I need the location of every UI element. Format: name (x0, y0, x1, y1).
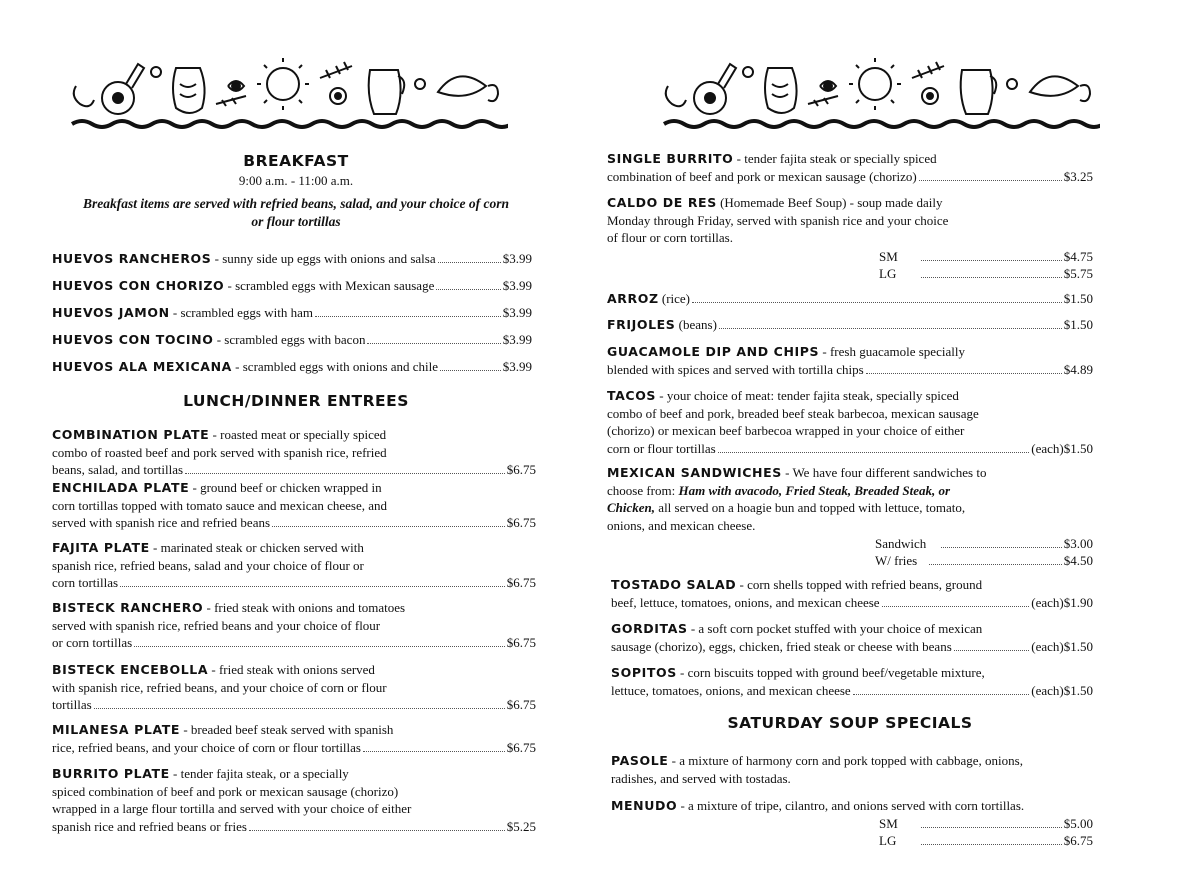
item-price: $3.25 (1063, 168, 1093, 184)
item-price: $6.75 (506, 635, 536, 650)
menu-item-milanesa-plate: MILANESA PLATE - breaded beef steak served with spanish rice, refried beans, and your choice of corn or flour tortillas $6.75 (52, 722, 536, 755)
item-price: $6.75 (506, 575, 536, 590)
item-price: $5.25 (506, 818, 536, 834)
item-price: $1.50 (1063, 317, 1093, 332)
item-price: $5.75 (1063, 265, 1093, 281)
breakfast-title: BREAKFAST (243, 152, 349, 170)
menu-item-huevos-rancheros: HUEVOS RANCHEROS - sunny side up eggs with onions and salsa $3.99 (52, 251, 532, 266)
item-price: $4.75 (1063, 248, 1093, 264)
item-price: $1.50 (1063, 291, 1093, 306)
menu-item-arroz: ARROZ (rice) $1.50 (607, 291, 1093, 306)
menu-item-huevos-con-chorizo: HUEVOS CON CHORIZO - scrambled eggs with Mexican sausage $3.99 (52, 278, 532, 293)
item-price: (each)$1.50 (1031, 638, 1093, 654)
item-price: $5.00 (1063, 815, 1093, 831)
jar-icon (173, 68, 205, 113)
menu-item-bisteck-ranchero: BISTECK RANCHERO - fried steak with onions and tomatoes served with spanish rice, refried beans and your choice of flour or corn tortillas $6.75 (52, 600, 536, 650)
size-option: Sandwich $3.00 (875, 536, 1093, 551)
leaf-branch-icon (320, 62, 352, 78)
breakfast-items (52, 250, 532, 385)
menu-item-tostado-salad: TOSTADO SALAD - corn shells topped with refried beans, ground beef, lettuce, tomatoes, onions, and mexican cheese (each)$1.90 (611, 577, 1093, 610)
size-option: SM $5.00 (879, 815, 1093, 831)
entrees-title: LUNCH/DINNER ENTREES (183, 392, 409, 410)
menu-item-sopitos: SOPITOS - corn biscuits topped with ground beef/vegetable mixture, lettuce, tomatoes, onions, and mexican cheese (each)$1.50 (611, 665, 1093, 698)
item-price: $6.75 (506, 462, 536, 477)
sun-face-icon (859, 68, 891, 100)
item-price: $4.50 (1063, 553, 1093, 568)
size-option: LG $5.75 (879, 265, 1093, 281)
sun-small-icon (743, 67, 753, 77)
sun-small-icon (151, 67, 161, 77)
item-price: $6.75 (506, 515, 536, 530)
menu-item-menudo: MENUDO - a mixture of tripe, cilantro, and onions served with corn tortillas. SM $5.00 LG $6.75 (611, 798, 1093, 848)
menu-item-caldo-de-res: CALDO DE RES (Homemade Beef Soup) - soup made daily Monday through Friday, served with spanish rice and your choice of flour or corn tortillas. SM $4.75 LG $5.75 (607, 195, 1093, 281)
item-price: $3.99 (502, 251, 532, 266)
sun-face-icon (267, 68, 299, 100)
item-price: (each)$1.50 (1031, 682, 1093, 698)
menu-item-frijoles: FRIJOLES (beans) $1.50 (607, 317, 1093, 332)
sombrero-icon (1030, 76, 1078, 96)
menu-item-mexican-sandwiches: MEXICAN SANDWICHES - We have four different sandwiches to choose from: Ham with avacodo, Fried Steak, Breaded Steak, or Chicken, all served on a hoagie bun and topped with lettuce, tomato, onions, and mexican cheese. Sandwich $3.00 W/ fries $4.50 (607, 465, 1093, 568)
decorative-banner-right (660, 56, 1100, 134)
menu-item-combination-plate: COMBINATION PLATE - roasted meat or specially spiced combo of roasted beef and pork served with spanish rice, refried beans, salad, and tortillas $6.75 (52, 427, 536, 477)
menu-item-single-burrito: SINGLE BURRITO - tender fajita steak or specially spiced combination of beef and pork or mexican sausage (chorizo) $3.25 (607, 151, 1093, 184)
sun-small-icon-2 (415, 79, 425, 89)
breakfast-note-line2: or flour tortillas (251, 214, 341, 229)
leaf-branch-icon (912, 62, 944, 78)
breakfast-section (52, 152, 540, 231)
menu-item-fajita-plate: FAJITA PLATE - marinated steak or chicken served with spanish rice, refried beans, salad and your choice of flour or corn tortillas $6.75 (52, 540, 536, 590)
size-option: SM $4.75 (879, 248, 1093, 264)
menu-item-huevos-con-tocino: HUEVOS CON TOCINO - scrambled eggs with bacon $3.99 (52, 332, 532, 347)
item-price: $6.75 (506, 697, 536, 712)
item-price: $3.99 (502, 359, 532, 374)
menu-item-huevos-ala-mexicana: HUEVOS ALA MEXICANA - scrambled eggs with onions and chile $3.99 (52, 359, 532, 374)
item-price: $6.75 (506, 739, 536, 755)
item-price: $3.99 (502, 278, 532, 293)
jar-icon (765, 68, 797, 113)
item-price: $4.89 (1063, 361, 1093, 377)
item-price: $3.00 (1063, 536, 1093, 551)
pitcher-icon (961, 70, 993, 114)
item-price: $3.99 (502, 332, 532, 347)
menu-item-tacos: TACOS - your choice of meat: tender fajita steak, specially spiced combo of beef and pork, breaded beef steak barbecoa, mexican sausage (chorizo) or mexican beef barbecoa wrapped in your choice of either corn or flour tortillas (each)$1.50 (607, 388, 1093, 456)
size-option: W/ fries $4.50 (875, 553, 1093, 568)
menu-item-burrito-plate: BURRITO PLATE - tender fajita steak, or a specially spiced combination of beef and pork or mexican sausage (chorizo) wrapped in a large flour tortilla and served with your choice of either spanish rice and refried beans or fries $5.25 (52, 766, 536, 834)
decorative-banner-left (68, 56, 508, 134)
item-price: $3.99 (502, 305, 532, 320)
scroll-ornament-icon (666, 86, 686, 106)
sombrero-icon (438, 76, 486, 96)
menu-item-guacamole: GUACAMOLE DIP AND CHIPS - fresh guacamole specially blended with spices and served with tortilla chips $4.89 (607, 344, 1093, 377)
menu-item-pasole: PASOLE - a mixture of harmony corn and pork topped with cabbage, onions, radishes, and served with tostadas. (611, 753, 1023, 786)
saturday-soup-title: SATURDAY SOUP SPECIALS (727, 714, 973, 732)
menu-item-bisteck-encebolla: BISTECK ENCEBOLLA - fried steak with onions served with spanish rice, refried beans, and your choice of corn or flour tortillas $6.75 (52, 662, 536, 712)
entrees-items (52, 426, 536, 835)
menu-item-enchilada-plate: ENCHILADA PLATE - ground beef or chicken wrapped in corn tortillas topped with tomato sauce and mexican cheese, and served with spanish rice and refried beans $6.75 (52, 480, 536, 530)
scroll-ornament-icon (74, 86, 94, 106)
sun-small-icon-2 (1007, 79, 1017, 89)
item-price: (each)$1.90 (1031, 594, 1093, 610)
menu-item-gorditas: GORDITAS - a soft corn pocket stuffed with your choice of mexican sausage (chorizo), eggs, chicken, fried steak or cheese with beans (each)$1.50 (611, 621, 1093, 654)
item-price: (each)$1.50 (1031, 440, 1093, 456)
breakfast-note-line1: Breakfast items are served with refried beans, salad, and your choice of corn (83, 196, 509, 211)
breakfast-hours: 9:00 a.m. - 11:00 a.m. (238, 173, 354, 188)
size-option: LG $6.75 (879, 832, 1093, 848)
pitcher-icon (369, 70, 401, 114)
item-price: $6.75 (1063, 832, 1093, 848)
menu-item-huevos-jamon: HUEVOS JAMON - scrambled eggs with ham $3.99 (52, 305, 532, 320)
